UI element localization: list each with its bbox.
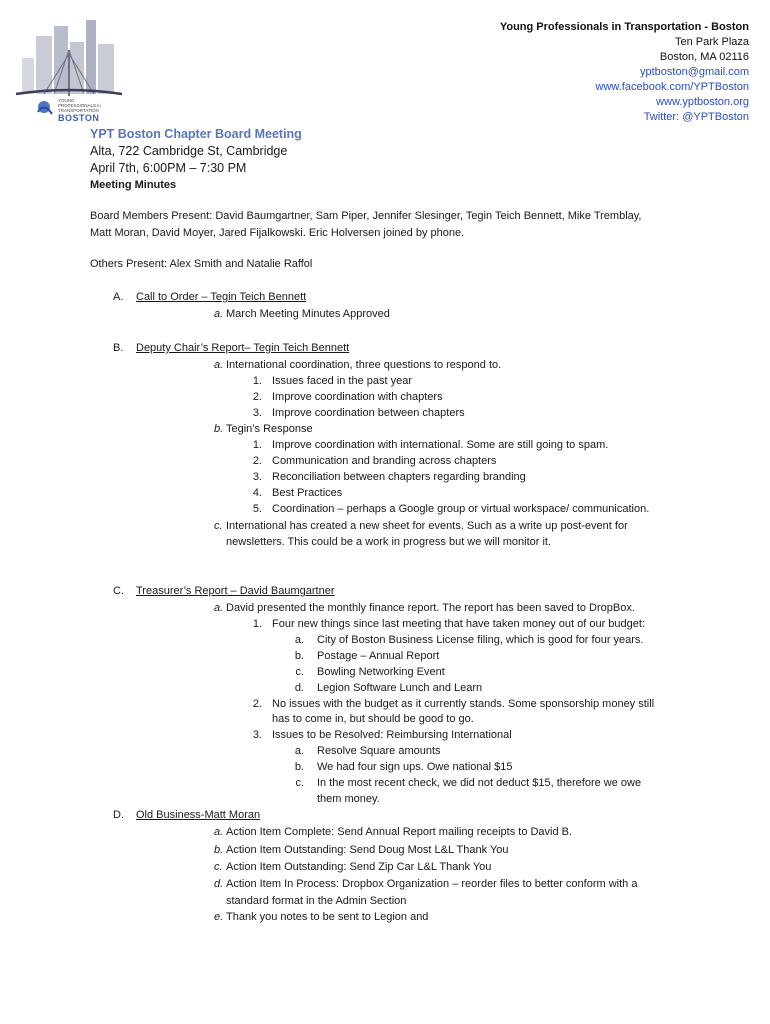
sublist-item: Postage – Annual Report [317, 650, 440, 662]
sublist-item: We had four sign ups. Owe national $15 [317, 761, 513, 773]
section-c-title: Treasurer’s Report – David Baumgartner [136, 585, 335, 597]
org-website-link[interactable]: www.yptboston.org [656, 96, 749, 108]
list-item: Best Practices [272, 487, 343, 499]
board-members-line-2: Matt Moran, David Moyer, Jared Fijalkowski. Eric Holversen joined by phone. [90, 227, 465, 239]
org-facebook-link[interactable]: www.facebook.com/YPTBoston [595, 81, 749, 93]
logo-line-1: YOUNG [58, 98, 75, 103]
sublist-item: City of Boston Business License filing, which is good for four years. [317, 634, 644, 646]
section-b-item-c-label: c. [214, 520, 223, 532]
list-number: 2. [252, 698, 262, 710]
logo-tagline [58, 98, 101, 113]
sublist-item: Resolve Square amounts [317, 745, 441, 757]
list-item: No issues with the budget as it currently stands. Some sponsorship money still [272, 698, 655, 710]
section-d-item-text: Action Item Complete: Send Annual Report mailing receipts to David B. [226, 826, 573, 838]
list-item: Issues faced in the past year [272, 375, 413, 387]
list-number: 5. [252, 503, 262, 515]
section-b-item-a-label: a. [214, 359, 224, 371]
sublist-item: Bowling Networking Event [317, 666, 445, 678]
section-a-title: Call to Order – Tegin Teich Bennett [136, 291, 307, 303]
meeting-location: Alta, 722 Cambridge St, Cambridge [90, 144, 288, 158]
sublist-letter: d. [294, 682, 304, 694]
others-present: Others Present: Alex Smith and Natalie Raffol [90, 258, 313, 270]
sublist-item: Legion Software Lunch and Learn [317, 682, 483, 694]
list-item: Four new things since last meeting that have taken money out of our budget: [272, 618, 646, 630]
section-d-item-continuation: standard format in the Admin Section [226, 895, 407, 907]
section-d-item-label: d. [214, 878, 224, 890]
ypt-boston-logo [14, 14, 124, 126]
list-item: Improve coordination between chapters [272, 407, 465, 419]
org-contact-block [500, 20, 749, 125]
section-d-item-text: Action Item Outstanding: Send Zip Car L&L Thank You [226, 861, 492, 873]
section-d-title: Old Business-Matt Moran [136, 809, 261, 821]
section-c-letter: C. [113, 585, 124, 597]
section-d-item-text: Action Item In Process: Dropbox Organization – reorder files to better conform with a [226, 878, 638, 890]
section-b-item-c-line-2: newsletters. This could be a work in progress but we will monitor it. [226, 536, 552, 548]
meeting-minutes-label: Meeting Minutes [90, 179, 177, 191]
section-c-item-a-text: David presented the monthly finance report. The report has been saved to DropBox. [226, 602, 635, 614]
section-d-item-text: Action Item Outstanding: Send Doug Most L&L Thank You [226, 844, 509, 856]
section-d-item-label: b. [214, 844, 224, 856]
org-email-link[interactable]: yptboston@gmail.com [640, 66, 749, 78]
list-item: Issues to be Resolved: Reimbursing International [272, 729, 512, 741]
logo-line-2: PROFESSIONALS in [58, 103, 101, 108]
org-name: Young Professionals in Transportation - Boston [499, 21, 749, 33]
list-item: Improve coordination with chapters [272, 391, 443, 403]
list-number: 1. [252, 618, 262, 630]
list-item: Coordination – perhaps a Google group or virtual workspace/ communication. [272, 503, 650, 515]
list-item-continuation: has to come in, but should be good to go. [272, 713, 474, 725]
list-number: 2. [252, 391, 262, 403]
list-item: Improve coordination with international. Some are still going to spam. [272, 439, 609, 451]
sublist-letter: a. [294, 634, 304, 646]
section-a-letter: A. [113, 291, 124, 303]
sublist-letter: c. [295, 777, 304, 789]
list-number: 3. [252, 471, 262, 483]
section-d-item-label: a. [214, 826, 224, 838]
list-item: Communication and branding across chapters [272, 455, 497, 467]
list-number: 3. [252, 407, 262, 419]
list-number: 2. [252, 455, 262, 467]
section-c-item-a-label: a. [214, 602, 224, 614]
section-d-item-text: Thank you notes to be sent to Legion and [226, 911, 429, 923]
list-number: 3. [252, 729, 262, 741]
org-address-line-2: Boston, MA 02116 [659, 51, 749, 63]
board-members-line-1: Board Members Present: David Baumgartner, Sam Piper, Jennifer Slesinger, Tegin Teich Bennett, Mike Tremblay, [90, 210, 642, 222]
sublist-letter: c. [295, 666, 304, 678]
logo-city: BOSTON [58, 113, 100, 123]
section-d-item-label: e. [214, 911, 224, 923]
list-item: Reconciliation between chapters regarding branding [272, 471, 526, 483]
sublist-letter: b. [294, 761, 304, 773]
logo-line-3: TRANSPORTATION [58, 108, 99, 113]
sublist-letter: b. [294, 650, 304, 662]
sublist-letter: a. [294, 745, 304, 757]
sublist-item-continuation: them money. [317, 793, 380, 805]
meeting-time: April 7th, 6:00PM – 7:30 PM [90, 161, 247, 175]
section-b-letter: B. [113, 342, 124, 354]
list-number: 1. [252, 439, 262, 451]
meeting-title: YPT Boston Chapter Board Meeting [90, 127, 302, 141]
section-a-item-a-label: a. [214, 308, 224, 320]
org-address-line-1: Ten Park Plaza [675, 36, 749, 48]
org-twitter-link[interactable]: Twitter: @YPTBoston [643, 111, 749, 123]
section-b-item-b-text: Tegin’s Response [226, 423, 313, 435]
section-d-letter: D. [113, 809, 124, 821]
section-b-item-a-text: International coordination, three questions to respond to. [226, 359, 502, 371]
sublist-item: In the most recent check, we did not deduct $15, therefore we owe [317, 777, 642, 789]
list-number: 1. [252, 375, 262, 387]
list-number: 4. [252, 487, 262, 499]
section-a-item-a-text: March Meeting Minutes Approved [226, 308, 390, 320]
section-b-title: Deputy Chair’s Report– Tegin Teich Bennett [136, 342, 350, 354]
section-b-item-c-line-1: International has created a new sheet for events. Such as a write up post-event for [226, 520, 628, 532]
meeting-heading [90, 126, 302, 194]
section-d-item-label: c. [214, 861, 223, 873]
board-members-present [90, 208, 690, 242]
section-b-item-b-label: b. [214, 423, 224, 435]
